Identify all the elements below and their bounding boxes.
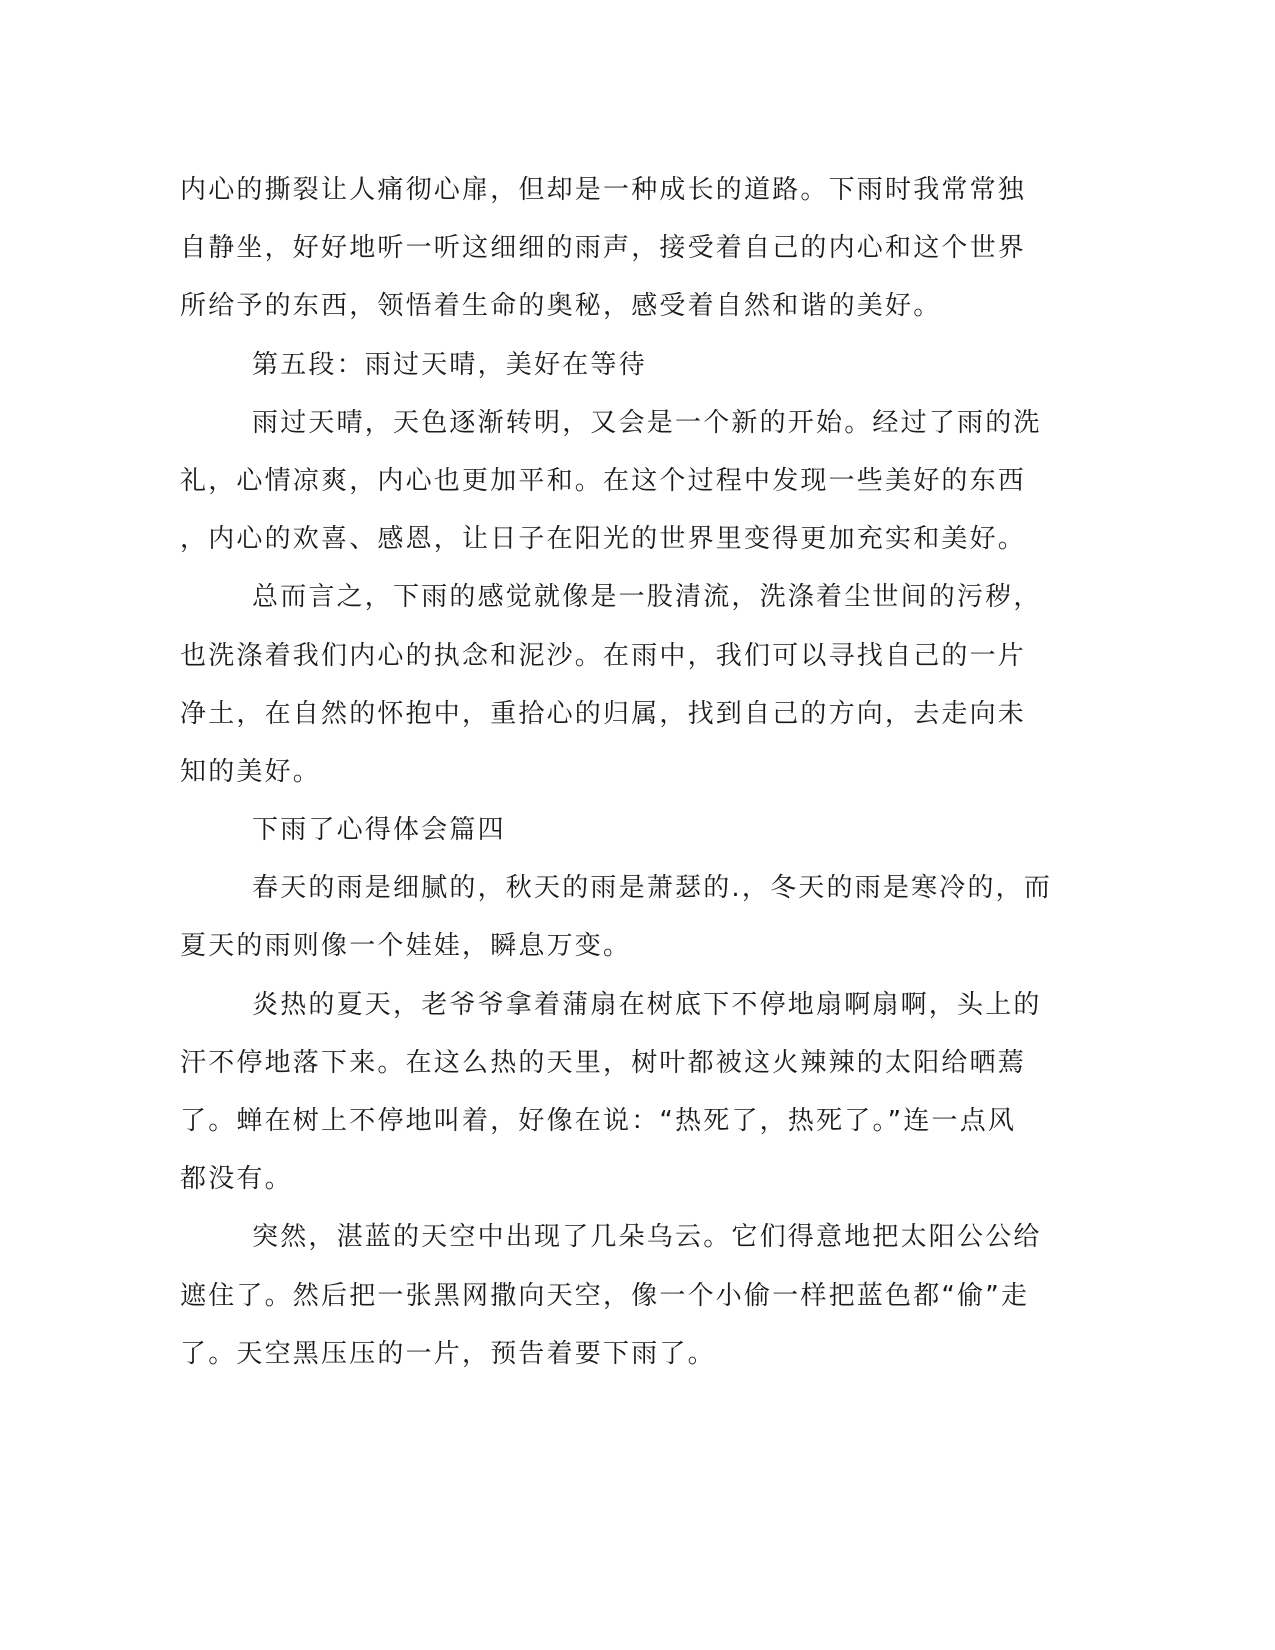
text-line: 总而言之，下雨的感觉就像是一股清流，洗涤着尘世间的污秽， [252,582,1042,613]
text-line: 突然，湛蓝的天空中出现了几朵乌云。它们得意地把太阳公公给 [252,1222,1042,1253]
document-body [180,161,1053,1383]
text-line: 也洗涤着我们内心的执念和泥沙。在雨中，我们可以寻找自己的一片 [180,640,1027,671]
text-line: 内心的撕裂让人痛彻心扉，但却是一种成长的道路。下雨时我常常独 [180,175,1027,205]
text-line: 夏天的雨则像一个娃娃，瞬息万变。 [180,931,632,962]
text-line: 礼，心情凉爽，内心也更加平和。在这个过程中发现一些美好的东西 [180,465,1027,496]
text-line: 所给予的东西，领悟着生命的奥秘，感受着自然和谐的美好。 [180,291,942,322]
text-line: 遮住了。然后把一张黑网撒向天空，像一个小偷一样把蓝色都“偷”走 [180,1280,1030,1311]
section-heading: 下雨了心得体会篇四 [252,815,506,846]
text-line: 春天的雨是细腻的，秋天的雨是萧瑟的.，冬天的雨是寒冷的，而 [252,873,1053,904]
text-line: 都没有。 [180,1164,293,1195]
text-line: 雨过天晴，天色逐渐转明，又会是一个新的开始。经过了雨的洗 [252,407,1042,438]
text-line: 了。天空黑压压的一片，预告着要下雨了。 [180,1338,716,1369]
text-line: ，内心的欢喜、感恩，让日子在阳光的世界里变得更加充实和美好。 [180,524,1027,555]
section-heading: 第五段：雨过天晴，美好在等待 [252,349,647,380]
text-line: 汗不停地落下来。在这么热的天里，树叶都被这火辣辣的太阳给晒蔫 [180,1047,1027,1078]
text-line: 自静坐，好好地听一听这细细的雨声，接受着自己的内心和这个世界 [180,233,1027,264]
text-line: 净土，在自然的怀抱中，重拾心的归属，找到自己的方向，去走向未 [180,698,1027,729]
text-line: 知的美好。 [180,756,322,787]
text-line: 了。蝉在树上不停地叫着，好像在说：“热死了，热死了。”连一点风 [180,1106,1017,1136]
text-line: 炎热的夏天，老爷爷拿着蒲扇在树底下不停地扇啊扇啊，头上的 [252,989,1042,1020]
